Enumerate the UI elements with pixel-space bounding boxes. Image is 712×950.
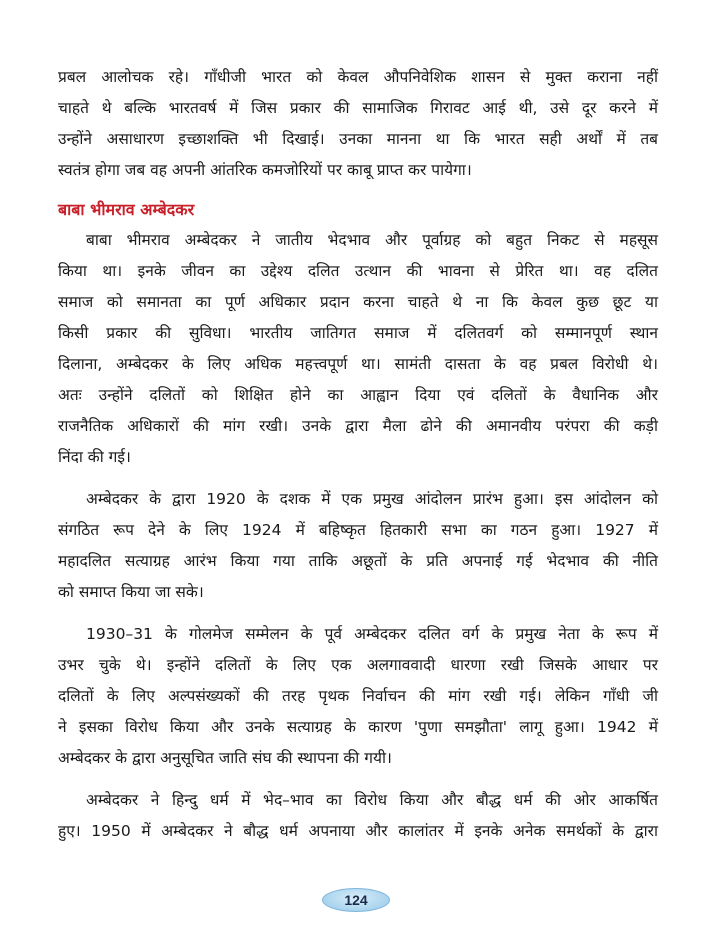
- text-line: दिलाना, अम्बेदकर के लिए अधिक महत्त्वपूर्ण था। सामंती दासता के वह प्रबल विरोधी थे।: [58, 355, 658, 373]
- text-line: को समाप्त किया जा सके।: [58, 583, 204, 601]
- text-line: दलितों के लिए अल्पसंख्यकों की तरह पृथक निर्वाचन की मांग रखी गई। लेकिन गाँधी जी: [58, 687, 658, 705]
- paragraph: [58, 785, 658, 847]
- text-line: स्वतंत्र होगा जब वह अपनी आंतरिक कमजोरियों पर काबू प्राप्त कर पायेगा।: [58, 161, 472, 179]
- text-line: उभर चुके थे। इन्होंने दलितों के लिए एक अलगाववादी धारणा रखी जिसके आधार पर: [58, 656, 658, 674]
- paragraph: [58, 225, 658, 473]
- text-line: 1930–31 के गोलमेज सम्मेलन के पूर्व अम्बेदकर दलित वर्ग के प्रमुख नेता के रूप में: [86, 625, 658, 643]
- intro-paragraph: [58, 62, 658, 186]
- text-line: ने इसका विरोध किया और उनके सत्याग्रह के कारण 'पुणा समझौता' लागू हुआ। 1942 में: [58, 718, 658, 736]
- paragraph: [58, 619, 658, 774]
- text-line: समाज को समानता का पूर्ण अधिकार प्रदान करना चाहते थे ना कि केवल कुछ छूट या: [58, 293, 658, 311]
- text-line: चाहते थे बल्कि भारतवर्ष में जिस प्रकार की सामाजिक गिरावट आई थी, उसे दूर करने में: [58, 99, 658, 117]
- text-line: प्रबल आलोचक रहे। गाँधीजी भारत को केवल औपनिवेशिक शासन से मुक्त कराना नहीं: [58, 68, 658, 86]
- text-line: अम्बेदकर ने हिन्दु धर्म में भेद–भाव का विरोध किया और बौद्ध धर्म की ओर आकर्षित: [86, 791, 658, 809]
- text-line: किसी प्रकार की सुविधा। भारतीय जातिगत समाज में दलितवर्ग को सम्मानपूर्ण स्थान: [58, 324, 658, 342]
- page-body: [58, 62, 658, 847]
- page-number-badge: [322, 888, 390, 912]
- text-line: किया था। इनके जीवन का उद्देश्य दलित उत्थान की भावना से प्रेरित था। वह दलित: [58, 262, 658, 280]
- text-line: अम्बेदकर के द्वारा 1920 के दशक में एक प्रमुख आंदोलन प्रारंभ हुआ। इस आंदोलन को: [86, 490, 658, 508]
- text-line: हुए। 1950 में अम्बेदकर ने बौद्ध धर्म अपनाया और कालांतर में इनके अनेक समर्थकों के द्वारा: [58, 822, 658, 840]
- text-line: राजनैतिक अधिकारों की मांग रखी। उनके द्वारा मैला ढोने की अमानवीय परंपरा की कड़ी: [58, 417, 658, 435]
- text-line: निंदा की गई।: [58, 448, 131, 466]
- text-line: अम्बेदकर के द्वारा अनुसूचित जाति संघ की स्थापना की गयी।: [58, 749, 392, 767]
- text-line: अतः उन्होंने दलितों को शिक्षित होने का आह्वान दिया एवं दलितों के वैधानिक और: [58, 386, 658, 404]
- text-line: संगठित रूप देने के लिए 1924 में बहिष्कृत हितकारी सभा का गठन हुआ। 1927 में: [58, 521, 658, 539]
- paragraph: [58, 484, 658, 608]
- text-line: बाबा भीमराव अम्बेदकर ने जातीय भेदभाव और पूर्वाग्रह को बहुत निकट से महसूस: [86, 231, 658, 249]
- page-number: 124: [322, 888, 390, 912]
- text-line: महादलित सत्याग्रह आरंभ किया गया ताकि अछूतों के प्रति अपनाई गई भेदभाव की नीति: [58, 552, 658, 570]
- text-line: उन्होंने असाधारण इच्छाशक्ति भी दिखाई। उनका मानना था कि भारत सही अर्थों में तब: [58, 130, 658, 148]
- section-heading: बाबा भीमराव अम्बेदकर: [58, 200, 195, 219]
